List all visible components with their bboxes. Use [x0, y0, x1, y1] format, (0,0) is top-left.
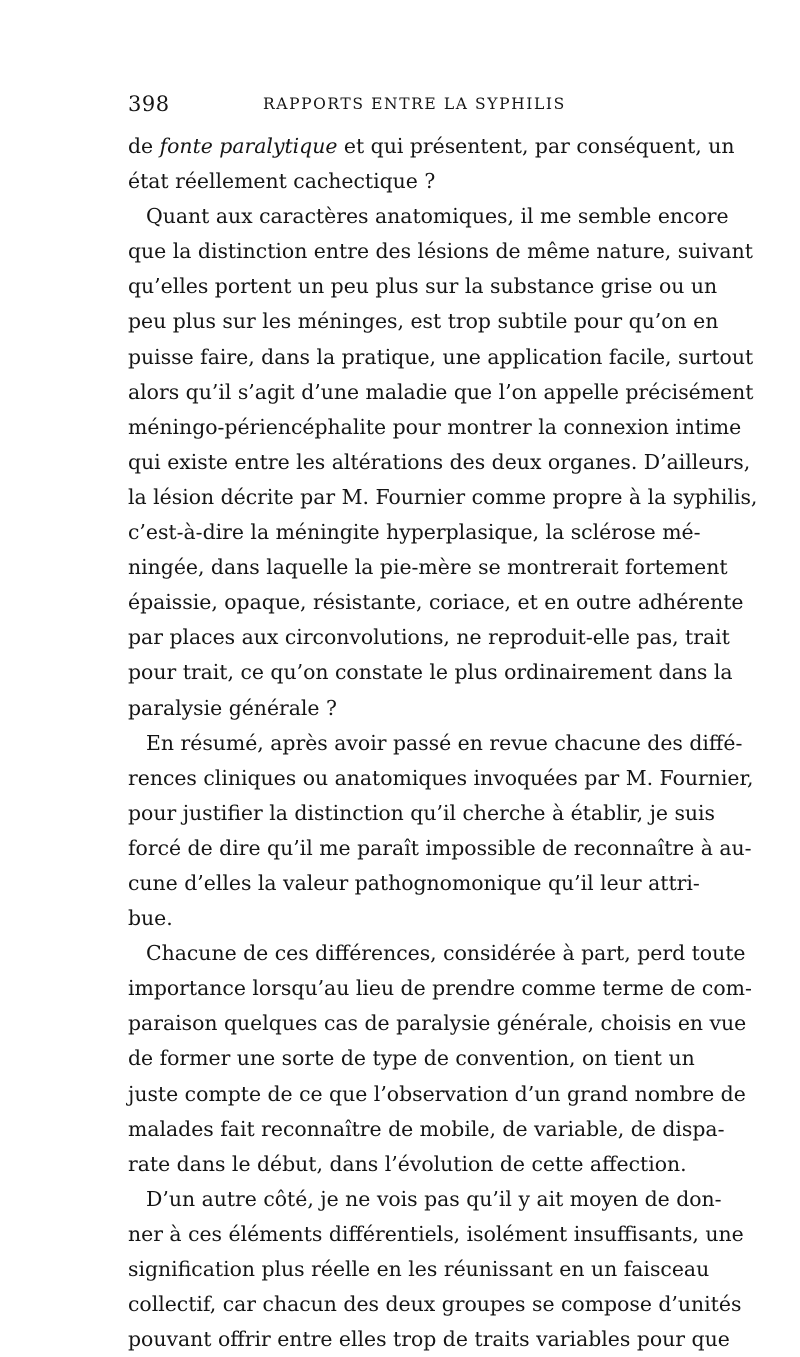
text-line: paralysie générale ? — [128, 695, 337, 720]
text-line: de fonte paralytique et qui présentent, par conséquent, un — [128, 134, 735, 158]
text-line: que la distinction entre des lésions de même nature, suivant — [128, 239, 753, 264]
text-line: pouvant offrir entre elles trop de traits variables pour que — [128, 1327, 730, 1352]
text-line: de former une sorte de type de convention, on tient un — [128, 1046, 695, 1071]
text-line: collectif, car chacun des deux groupes se compose d’unités — [128, 1292, 742, 1317]
text-line: alors qu’il s’agit d’une maladie que l’on appelle précisément — [128, 379, 754, 404]
text-line: rate dans le début, dans l’évolution de cette affection. — [128, 1151, 687, 1176]
italic-phrase: fonte paralytique — [159, 134, 338, 158]
text-line: bue. — [128, 906, 173, 931]
text-line: par places aux circonvolutions, ne reproduit-elle pas, trait — [128, 625, 730, 650]
text-line: malades fait reconnaître de mobile, de variable, de dispa- — [128, 1116, 725, 1141]
text-line: signification plus réelle en les réunissant en un faisceau — [128, 1257, 710, 1281]
text-line: qui existe entre les altérations des deux organes. D’ailleurs, — [128, 449, 751, 474]
paragraph-start: Quant aux caractères anatomiques, il me semble encore — [146, 204, 729, 229]
text-line: ningée, dans laquelle la pie-mère se montrerait fortement — [128, 555, 728, 580]
text-line: peu plus sur les méninges, est trop subtile pour qu’on en — [128, 309, 719, 334]
text-line: puisse faire, dans la pratique, une application facile, surtout — [128, 344, 754, 369]
text-line: qu’elles portent un peu plus sur la substance grise ou un — [128, 274, 718, 299]
paragraph-start: Chacune de ces différences, considérée à part, perd toute — [146, 941, 746, 966]
text-line: cune d’elles la valeur pathognomonique qu’il leur attri- — [128, 870, 700, 895]
running-title: RAPPORTS ENTRE LA SYPHILIS — [263, 95, 566, 113]
text-line: c’est-à-dire la méningite hyperplasique, la sclérose mé- — [128, 520, 701, 545]
paragraph-start: En résumé, après avoir passé en revue chacune des diffé- — [146, 730, 743, 755]
text-line: épaissie, opaque, résistante, coriace, et en outre adhérente — [128, 590, 744, 615]
text-line: méningo-périencéphalite pour montrer la connexion intime — [128, 414, 742, 439]
page-number: 398 — [128, 92, 170, 116]
text-line: paraison quelques cas de paralysie générale, choisis en vue — [128, 1011, 747, 1036]
text-line: la lésion décrite par M. Fournier comme propre à la syphilis, — [128, 484, 758, 509]
text-line: forcé de dire qu’il me paraît impossible de reconnaître à au- — [128, 835, 752, 860]
running-header — [128, 92, 673, 120]
text-line: pour justifier la distinction qu’il cherche à établir, je suis — [128, 800, 716, 825]
text-line: état réellement cachectique ? — [128, 169, 436, 194]
text-line: ner à ces éléments différentiels, isolément insuffisants, une — [128, 1221, 744, 1246]
paragraph-start: D’un autre côté, je ne vois pas qu’il y ait moyen de don- — [146, 1186, 722, 1211]
text-line: rences cliniques ou anatomiques invoquées par M. Fournier, — [128, 765, 754, 790]
text-line: pour trait, ce qu’on constate le plus ordinairement dans la — [128, 660, 733, 685]
body-text — [128, 129, 758, 1357]
text-line: importance lorsqu’au lieu de prendre comme terme de com- — [128, 976, 752, 1001]
text-line: juste compte de ce que l’observation d’un grand nombre de — [128, 1081, 746, 1106]
